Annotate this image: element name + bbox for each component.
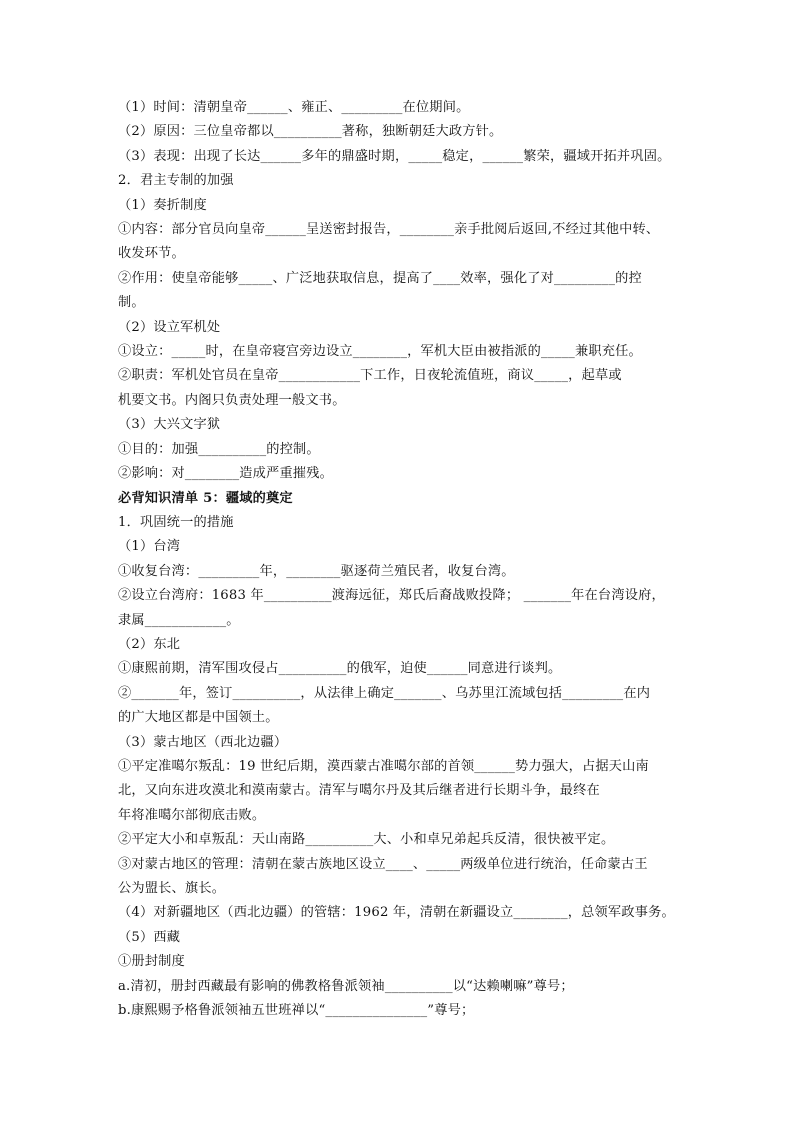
text-line: （1）时间：清朝皇帝______、雍正、_________在位期间。 [118,100,470,115]
text-line: ①康熙前期，清军围攻侵占__________的俄军，迫使______同意进行谈判。 [118,661,562,677]
text-line: 北，又向东进攻漠北和漠南蒙古。清军与噶尔丹及其后继者进行长期斗争，最终在 [118,783,600,799]
text-line: （2）东北 [118,636,181,652]
text-line: 制。 [118,295,145,311]
text-line: ①目的：加强__________的控制。 [118,441,320,457]
text-line: a.清初，册封西藏最有影响的佛教格鲁派领袖__________以“达赖喇嘛”尊号； [118,978,574,994]
text-line: （2）原因：三位皇帝都以__________著称，独断朝廷大政方针。 [118,124,503,140]
section-heading: 必背知识清单 5：疆域的奠定 [118,490,293,506]
text-line: ②_______年，签订__________，从法律上确定_______、乌苏里江流域包括_________在内 [118,685,651,701]
text-line: （2）设立军机处 [118,319,221,335]
text-line: ①册封制度 [118,954,185,970]
text-line: （1）台湾 [118,539,181,555]
text-line: （5）西藏 [118,929,181,945]
text-line: 1．巩固统一的措施 [118,514,234,530]
text-line: ②作用：使皇帝能够_____、广泛地获取信息，提高了____效率，强化了对_________的控 [118,270,642,286]
text-line: ①平定准噶尔叛乱：19 世纪后期，漠西蒙古准噶尔部的首领______势力强大，占据天山南 [118,758,649,774]
text-line: ③对蒙古地区的管理：清朝在蒙古族地区设立____、_____两级单位进行统治，任命蒙古王 [118,856,648,872]
text-line: ①收复台湾：_________年，________驱逐荷兰殖民者，收复台湾。 [118,563,515,579]
text-line: 收发环节。 [118,246,185,262]
text-line: 的广大地区都是中国领土。 [118,710,279,726]
text-line: 2．君主专制的加强 [118,173,234,189]
document-body [118,96,688,1023]
text-line: （1）奏折制度 [118,197,207,213]
text-line: （3）大兴文字狱 [118,417,221,433]
text-line: 隶属____________。 [118,612,240,628]
text-line: 公为盟长、旗长。 [118,881,226,896]
text-line: ①设立：_____时，在皇帝寝宫旁边设立________，军机大臣由被指派的_____兼职充任。 [118,344,642,360]
text-line: ②设立台湾府：1683 年__________渡海远征，郑氏后裔战败投降； _______年在台湾设府， [118,588,665,604]
text-line: 机要文书。内阁只负责处理一般文书。 [118,392,346,408]
text-line: ②职责：军机处官员在皇帝____________下工作，日夜轮流值班，商议_____，起草或 [118,368,622,384]
text-line: （4）对新疆地区（西北边疆）的管辖：1962 年，清朝在新疆设立________，总领军政事务。 [118,905,675,921]
text-line: b.康熙赐予格鲁派领袖五世班禅以“_______________”尊号； [118,1003,475,1019]
text-line: （3）表现：出现了长达______多年的鼎盛时期，_____稳定，______繁荣，疆域开拓并巩固。 [118,148,671,164]
text-line: （3）蒙古地区（西北边疆） [118,734,288,750]
text-line: ②平定大小和卓叛乱：天山南路__________大、小和卓兄弟起兵反清，很快被平定。 [118,832,615,848]
text-line: ①内容：部分官员向皇帝______呈送密封报告，________亲手批阅后返回,不经过其他中转、 [118,222,660,238]
text-line: ②影响：对________造成严重摧残。 [118,466,333,482]
text-line: 年将准噶尔部彻底击败。 [118,807,266,823]
